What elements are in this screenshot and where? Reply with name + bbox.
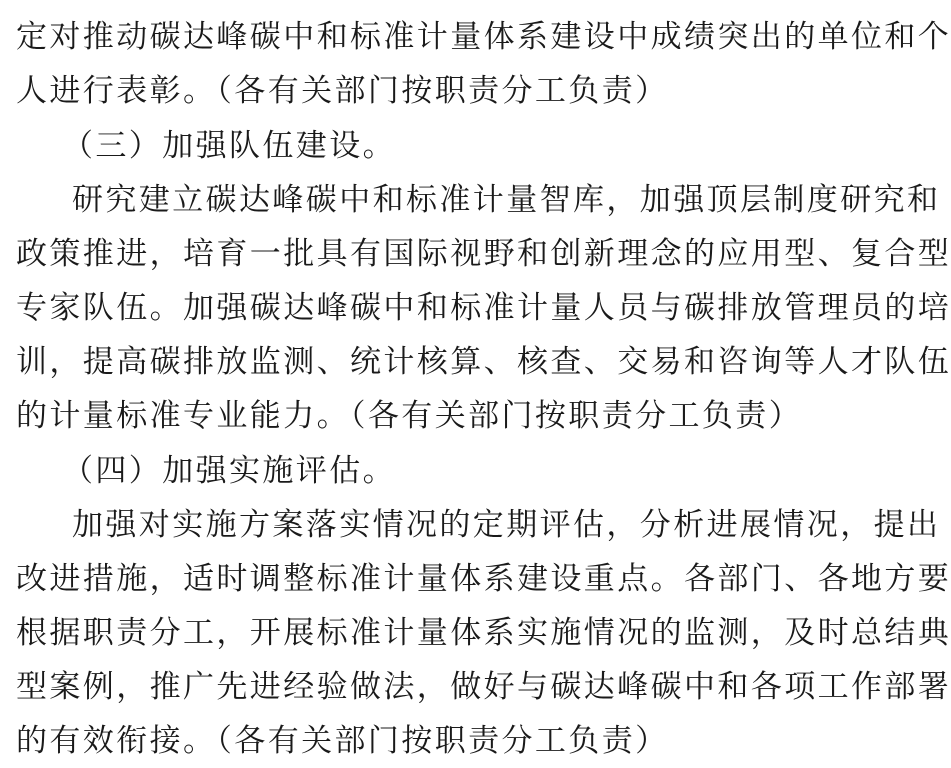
paragraph-line: 根据职责分工，开展标准计量体系实施情况的监测，及时总结典: [16, 615, 951, 651]
paragraph-line: 定对推动碳达峰碳中和标准计量体系建设中成绩突出的单位和个: [16, 19, 951, 55]
paragraph-line: 改进措施，适时调整标准计量体系建设重点。各部门、各地方要: [16, 561, 951, 597]
paragraph-line: 研究建立碳达峰碳中和标准计量智库，加强顶层制度研究和: [72, 182, 941, 218]
paragraph-line: 型案例，推广先进经验做法，做好与碳达峰碳中和各项工作部署: [16, 669, 951, 705]
section-heading: （三）加强队伍建设。: [62, 128, 396, 164]
section-heading: （四）加强实施评估。: [62, 453, 396, 489]
paragraph-line: 训，提高碳排放监测、统计核算、核查、交易和咨询等人才队伍: [16, 344, 951, 380]
paragraph-line: 专家队伍。加强碳达峰碳中和标准计量人员与碳排放管理员的培: [16, 290, 951, 326]
paragraph-line: 的计量标准专业能力。（各有关部门按职责分工负责）: [16, 398, 803, 434]
paragraph-line: 加强对实施方案落实情况的定期评估，分析进展情况，提出: [72, 507, 941, 543]
paragraph-line: 人进行表彰。（各有关部门按职责分工负责）: [16, 73, 669, 109]
paragraph-line: 政策推进，培育一批具有国际视野和创新理念的应用型、复合型: [16, 236, 951, 272]
paragraph-line: 的有效衔接。（各有关部门按职责分工负责）: [16, 723, 669, 759]
